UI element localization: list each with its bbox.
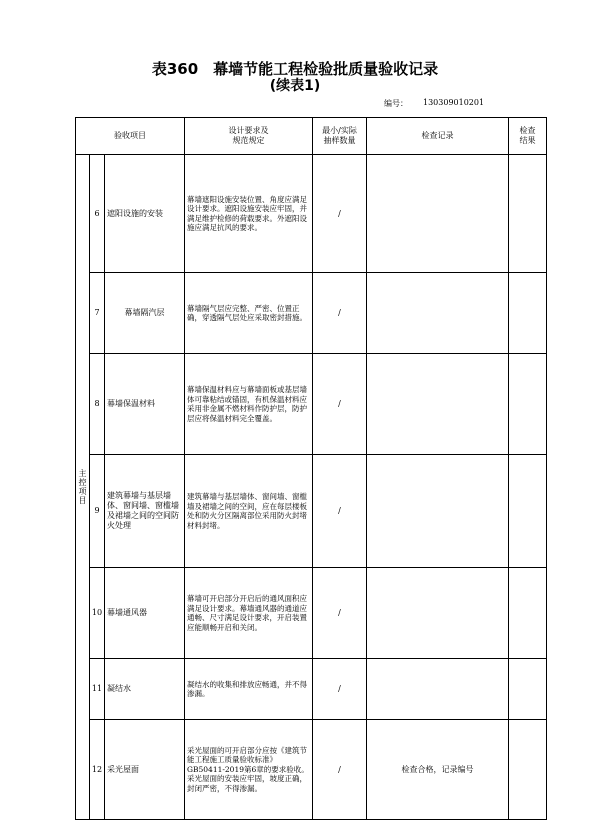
- document-subtitle: (续表1): [269, 78, 321, 94]
- header-row: [76, 118, 547, 155]
- row-number: 6: [90, 155, 105, 273]
- header-item: 验收项目: [76, 118, 185, 155]
- row-number: 8: [90, 354, 105, 455]
- row-item-name: 遮阳设施的安装: [105, 155, 185, 273]
- row-result[interactable]: [509, 568, 547, 659]
- row-item-name: 建筑幕墙与基层墙体、窗间墙、窗槛墙及裙墙之间的空间防火处理: [105, 455, 185, 568]
- row-record[interactable]: [367, 155, 509, 273]
- header-result-text: 检查 结果: [519, 126, 536, 145]
- row-requirement: 幕墙遮阳设施安装位置、角度应满足设计要求。遮阳设施安装应牢固，并满足维护检修的荷载要求。外遮阳设施应满足抗风的要求。: [185, 155, 313, 273]
- row-requirement: 幕墙保温材料应与幕墙面板或基层墙体可靠粘结或锚固，有机保温材料应采用非金属不燃材料作防护层，防护层应将保温材料完全覆盖。: [185, 354, 313, 455]
- row-number: 7: [90, 273, 105, 354]
- row-item-name: 幕墙通风器: [105, 568, 185, 659]
- row-sample: /: [313, 568, 367, 659]
- row-sample: /: [313, 659, 367, 720]
- header-design-text: 设计要求及 规范规定: [228, 126, 269, 145]
- row-record[interactable]: [367, 354, 509, 455]
- group-cell: [76, 155, 90, 820]
- row-result[interactable]: [509, 659, 547, 720]
- row-record[interactable]: [367, 455, 509, 568]
- row-number: 9: [90, 455, 105, 568]
- row-number: 10: [90, 568, 105, 659]
- row-item-name: 幕墙保温材料: [105, 354, 185, 455]
- row-requirement: 幕墙隔气层应完整、严密、位置正确，穿透隔气层处应采取密封措施。: [185, 273, 313, 354]
- table-row: [76, 659, 547, 720]
- row-requirement: 凝结水的收集和排放应畅通，并不得渗漏。: [185, 659, 313, 720]
- row-result[interactable]: [509, 273, 547, 354]
- row-requirement: 采光屋面的可开启部分应按《建筑节能工程施工质量验收标准》GB50411-2019第6章的要求验收。采光屋面的安装应牢固，坡度正确，封闭严密，不得渗漏。: [185, 720, 313, 820]
- header-result: [509, 118, 547, 155]
- table-row: [76, 720, 547, 820]
- row-requirement: 幕墙可开启部分开启后的通风面积应满足设计要求。幕墙通风器的通道应通畅、尺寸满足设计要求，开启装置应能顺畅开启和关闭。: [185, 568, 313, 659]
- header-record: 检查记录: [367, 118, 509, 155]
- row-requirement: 建筑幕墙与基层墙体、窗间墙、窗槛墙及裙墙之间的空间，应在每层楼板处和防火分区隔离部位采用防火封堵材料封堵。: [185, 455, 313, 568]
- header-design: [185, 118, 313, 155]
- table-row: [76, 455, 547, 568]
- code-value: 130309010201: [423, 98, 485, 107]
- header-sample-text: 最小/实际 抽样数量: [322, 126, 357, 145]
- code-label: 编号：: [384, 99, 408, 108]
- row-result[interactable]: [509, 455, 547, 568]
- row-sample: /: [313, 455, 367, 568]
- row-record[interactable]: 检查合格，记录编号: [367, 720, 509, 820]
- row-result[interactable]: [509, 155, 547, 273]
- row-item-name: 幕墙隔汽层: [105, 273, 185, 354]
- row-record[interactable]: [367, 568, 509, 659]
- document-title: 表360 幕墙节能工程检验批质量验收记录: [151, 60, 439, 78]
- header-sample: [313, 118, 367, 155]
- row-sample: /: [313, 720, 367, 820]
- table-row: [76, 568, 547, 659]
- table-row: [76, 155, 547, 273]
- row-record[interactable]: [367, 273, 509, 354]
- row-sample: /: [313, 155, 367, 273]
- table-row: [76, 354, 547, 455]
- row-item-name: 凝结水: [105, 659, 185, 720]
- row-number: 12: [90, 720, 105, 820]
- row-number: 11: [90, 659, 105, 720]
- group-label: 主 控 项 目: [78, 469, 87, 505]
- row-result[interactable]: [509, 720, 547, 820]
- row-sample: /: [313, 354, 367, 455]
- inspection-table: [75, 117, 547, 820]
- row-item-name: 采光屋面: [105, 720, 185, 820]
- row-sample: /: [313, 273, 367, 354]
- table-row: [76, 273, 547, 354]
- row-record[interactable]: [367, 659, 509, 720]
- row-result[interactable]: [509, 354, 547, 455]
